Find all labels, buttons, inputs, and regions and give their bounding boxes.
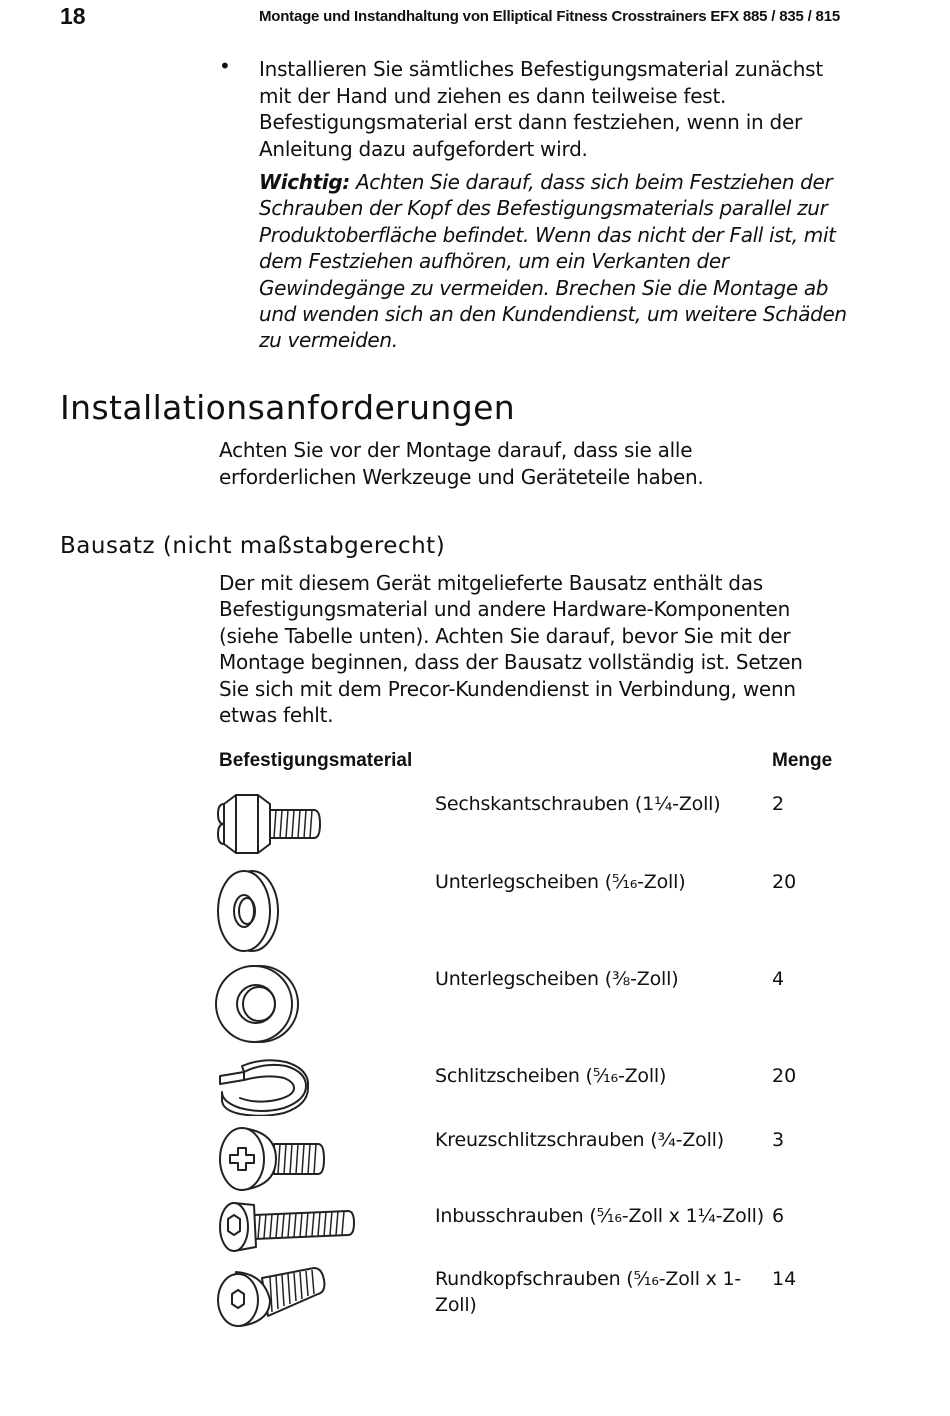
button-head-screw-icon — [214, 1264, 326, 1330]
split-lock-washer-icon — [214, 1058, 314, 1116]
table-row-qty-socket-screws: 6 — [772, 1205, 785, 1227]
table-row-label-phillips-screws: Kreuzschlitzschrauben (¾-Zoll) — [435, 1129, 724, 1151]
table-header-hardware: Befestigungsmaterial — [219, 750, 413, 771]
important-note-label: Wichtig: — [259, 170, 350, 194]
hex-bolt-icon — [214, 790, 326, 858]
running-header-title: Montage und Instandhaltung von Elliptical Fitness Crosstrainers EFX 885 / 835 / 815 — [258, 8, 840, 25]
table-row-qty-hex-bolts: 2 — [772, 793, 785, 815]
kit-paragraph: Der mit diesem Gerät mitgelieferte Bausatz enthält das Befestigungsmaterial und andere Hardware-Komponenten (siehe Tabelle unten). Achten Sie darauf, bevor Sie mit der Montage beginnen, dass der Bausatz vollständig ist. Setzen Sie sich mit dem Precor-Kundendienst in Verbindung, wenn etwas fehlt. — [219, 571, 803, 728]
table-row-qty-split-washers: 20 — [772, 1065, 797, 1087]
installation-requirements-paragraph: Achten Sie vor der Montage darauf, dass sie alle erforderlichen Werkzeuge und Geräteteile haben. — [219, 438, 704, 489]
bullet-text: Installieren Sie sämtliches Befestigungsmaterial zunächst mit der Hand und ziehen es dann teilweise fest. Befestigungsmaterial erst dann festziehen, wenn in der Anleitung dazu aufgefordert wird. — [259, 57, 823, 161]
table-row-qty-phillips-screws: 3 — [772, 1129, 785, 1151]
bullet-marker: • — [219, 54, 231, 78]
flat-washer-icon — [214, 866, 284, 956]
table-row-qty-washers-3-8: 4 — [772, 968, 785, 990]
page-number: 18 — [60, 3, 86, 29]
table-row-label-split-washers: Schlitzscheiben (⁵⁄₁₆-Zoll) — [435, 1065, 667, 1087]
phillips-screw-icon — [214, 1124, 326, 1194]
important-note-text: Achten Sie darauf, dass sich beim Festziehen der Schrauben der Kopf des Befestigungsmaterials parallel zur Produktoberfläche befindet. Wenn das nicht der Fall ist, mit dem Festziehen aufhören, um ein Verkanten der Gewindegänge zu vermeiden. Brechen Sie die Montage ab und wenden sich an den Kundendienst, um weitere Schäden zu vermeiden. — [259, 170, 847, 353]
flat-washer-large-icon — [214, 962, 304, 1046]
socket-cap-screw-icon — [214, 1199, 356, 1255]
important-note — [259, 169, 859, 354]
section-heading-kit: Bausatz (nicht maßstabgerecht) — [60, 533, 446, 559]
table-row-label-washers-5-16: Unterlegscheiben (⁵⁄₁₆-Zoll) — [435, 871, 686, 893]
table-row-label-hex-bolts: Sechskantschrauben (1¼-Zoll) — [435, 793, 721, 815]
table-row-label-socket-screws: Inbusschrauben (⁵⁄₁₆-Zoll x 1¼-Zoll) — [435, 1205, 764, 1227]
section-heading-installation-requirements: Installationsanforderungen — [60, 388, 516, 427]
installation-bullet — [219, 56, 859, 354]
table-header-quantity: Menge — [772, 750, 833, 771]
table-row-qty-washers-5-16: 20 — [772, 871, 797, 893]
table-row-label-washers-3-8: Unterlegscheiben (⅜-Zoll) — [435, 968, 679, 990]
table-row-label-button-head-screws: Rundkopfschrauben (⁵⁄₁₆-Zoll x 1-Zoll) — [435, 1268, 742, 1316]
table-row-qty-button-head-screws: 14 — [772, 1268, 797, 1290]
